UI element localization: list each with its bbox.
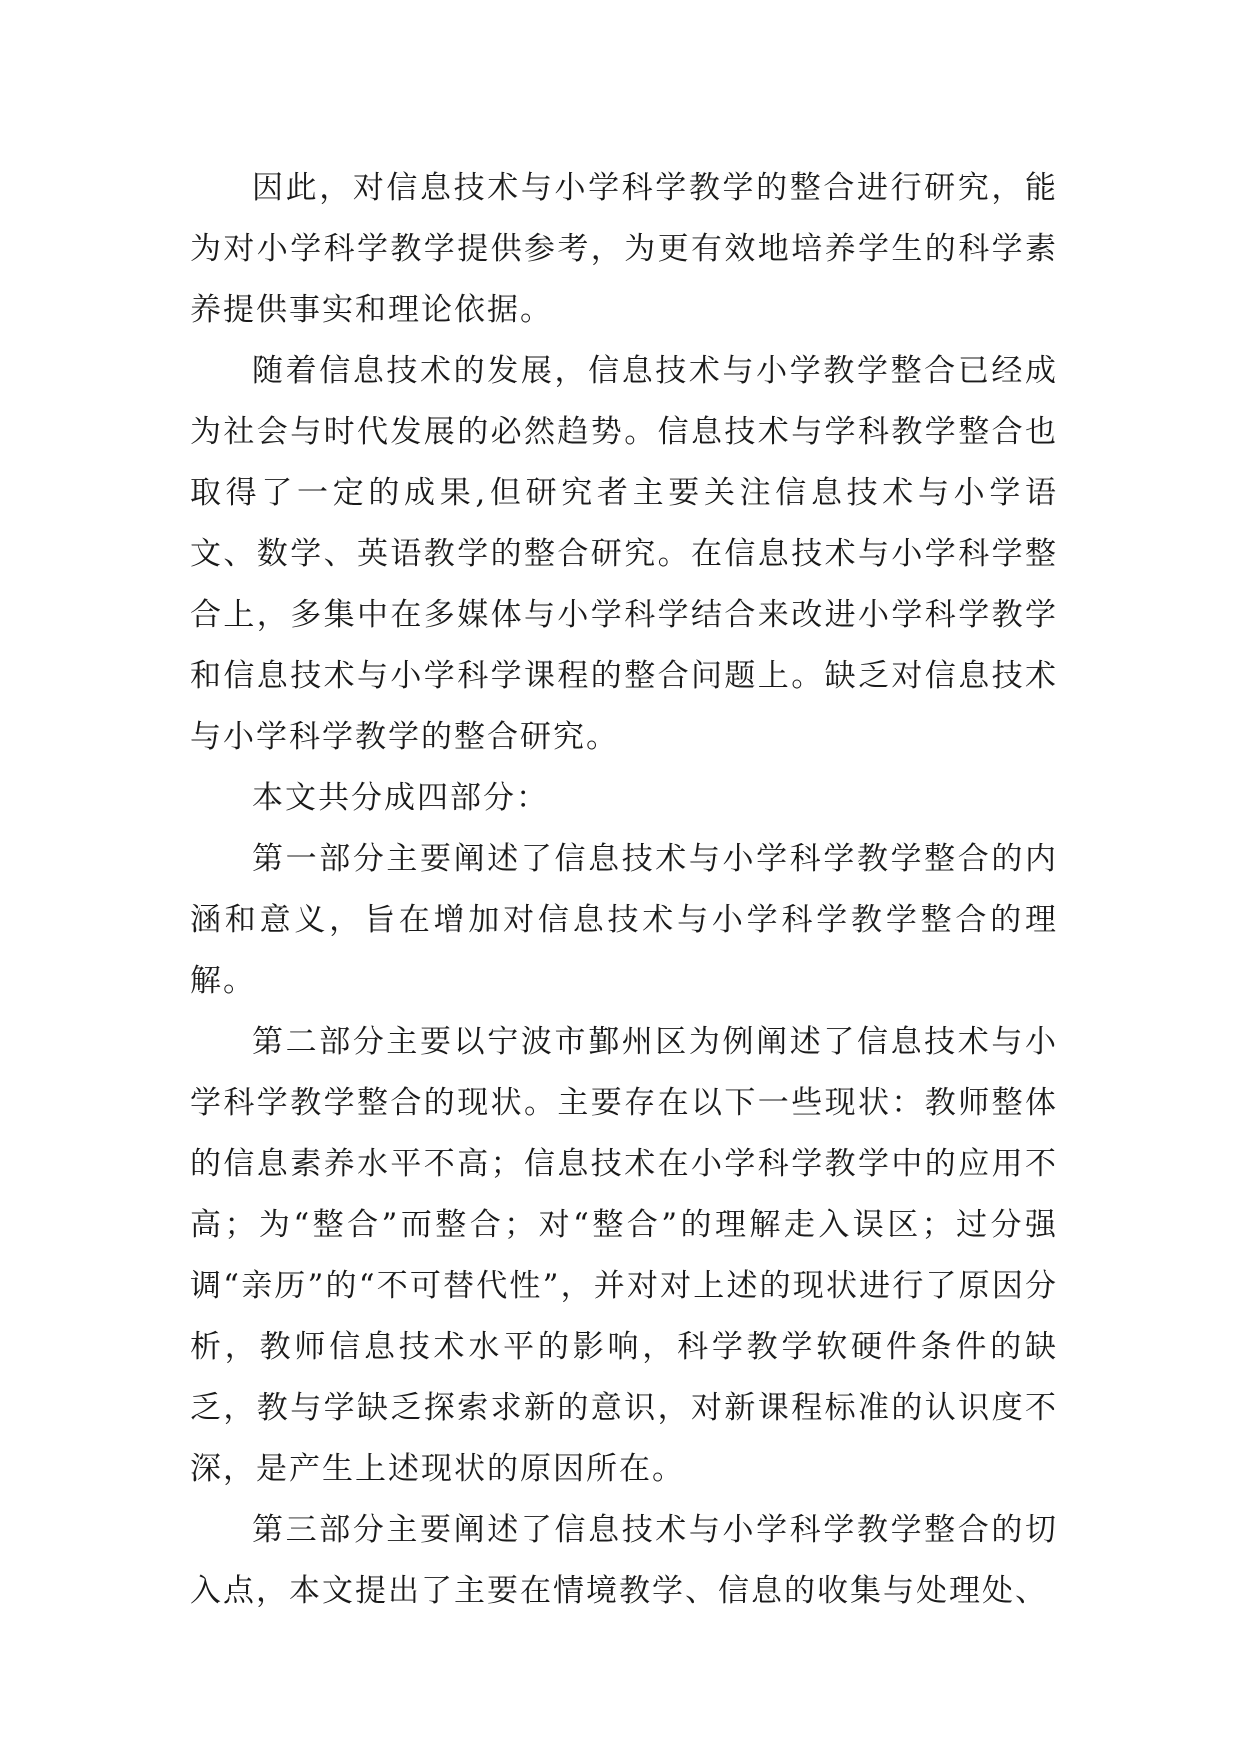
paragraph-part-three: 第三部分主要阐述了信息技术与小学科学教学整合的切入点，本文提出了主要在情境教学、信息的收集与处理处、 — [190, 1512, 1058, 1609]
paragraph-research-purpose: 因此，对信息技术与小学科学教学的整合进行研究，能为对小学科学教学提供参考，为更有效地培养学生的科学素养提供事实和理论依据。 — [190, 170, 1058, 328]
paragraph-part-one: 第一部分主要阐述了信息技术与小学科学教学整合的内涵和意义，旨在增加对信息技术与小学科学教学整合的理解。 — [190, 841, 1058, 999]
paragraph-part-two: 第二部分主要以宁波市鄞州区为例阐述了信息技术与小学科学教学整合的现状。主要存在以下一些现状：教师整体的信息素养水平不高；信息技术在小学科学教学中的应用不高；为“整合”而整合；对“整合”的理解走入误区；过分强调“亲历”的“不可替代性”，并对对上述的现状进行了原因分析，教师信息技术水平的影响，科学教学软硬件条件的缺乏，教与学缺乏探索求新的意识，对新课程标准的认识度不深，是产生上述现状的原因所在。 — [190, 1024, 1058, 1487]
paragraph-background: 随着信息技术的发展，信息技术与小学教学整合已经成为社会与时代发展的必然趋势。信息技术与学科教学整合也取得了一定的成果,但研究者主要关注信息技术与小学语文、数学、英语教学的整合研究。在信息技术与小学科学整合上，多集中在多媒体与小学科学结合来改进小学科学教学和信息技术与小学科学课程的整合问题上。缺乏对信息技术与小学科学教学的整合研究。 — [190, 353, 1058, 755]
paragraph-structure-intro: 本文共分成四部分： — [252, 780, 549, 816]
document-page — [190, 158, 1058, 1622]
